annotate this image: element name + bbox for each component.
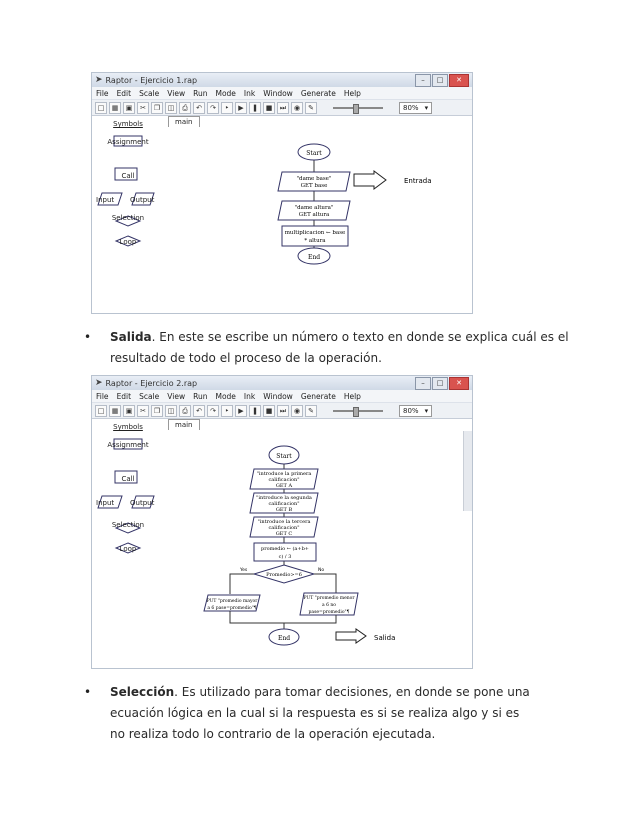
palette-title: Symbols <box>113 423 143 431</box>
window-title: Raptor - Ejercicio 2.rap <box>105 378 198 388</box>
menu-edit[interactable]: Edit <box>116 88 132 98</box>
flowchart-canvas[interactable] <box>164 419 472 668</box>
step-icon[interactable]: ‣ <box>221 405 233 417</box>
paragraph-seleccion <box>110 682 530 745</box>
chevron-down-icon: ▾ <box>424 406 429 415</box>
close-button[interactable]: ✕ <box>449 74 469 87</box>
start-label: Start <box>306 150 322 157</box>
step-icon[interactable]: ‣ <box>221 102 233 114</box>
bullet-seleccion: • <box>84 685 92 699</box>
menu-run[interactable]: Run <box>193 88 208 98</box>
cut-icon[interactable]: ✂ <box>137 102 149 114</box>
step-over-icon[interactable]: ⏭ <box>277 405 289 417</box>
toolbar <box>92 100 472 116</box>
undo-icon[interactable]: ↶ <box>193 405 205 417</box>
arrow-annotation-icon <box>354 171 386 189</box>
minimize-button[interactable]: – <box>415 74 431 87</box>
menu-file[interactable]: File <box>96 391 109 401</box>
speed-slider[interactable] <box>333 410 383 412</box>
flowchart-1 <box>164 116 472 311</box>
title-bar <box>92 73 472 87</box>
term-seleccion: Selección <box>110 685 175 699</box>
menu-ink[interactable]: Ink <box>243 88 256 98</box>
minimize-button[interactable]: – <box>415 377 431 390</box>
copy-icon[interactable]: ❐ <box>151 102 163 114</box>
redo-icon[interactable]: ↷ <box>207 405 219 417</box>
assignment-line1: multiplicacion ← base <box>284 230 346 236</box>
palette-title: Symbols <box>113 120 143 128</box>
breakpoint-icon[interactable]: ◉ <box>291 102 303 114</box>
toolbar <box>92 403 472 419</box>
cut-icon[interactable]: ✂ <box>137 405 149 417</box>
chevron-down-icon: ▾ <box>424 103 429 112</box>
zoom-select[interactable] <box>399 102 432 114</box>
menu-help[interactable]: Help <box>343 88 361 98</box>
slider-knob[interactable] <box>353 407 359 417</box>
input-altura-get: GET altura <box>298 212 330 218</box>
speed-slider[interactable] <box>333 107 383 109</box>
input-a-line1: "introduce la primera <box>256 471 312 477</box>
annotation-salida: Salida <box>374 634 396 642</box>
zoom-select[interactable] <box>399 405 432 417</box>
open-folder-icon[interactable]: ▦ <box>109 405 121 417</box>
step-over-icon[interactable]: ⏭ <box>277 102 289 114</box>
menu-scale[interactable]: Scale <box>139 88 160 98</box>
new-file-icon[interactable]: □ <box>95 405 107 417</box>
menu-ink[interactable]: Ink <box>243 391 256 401</box>
raptor-icon: ➤ <box>95 378 103 388</box>
end-label: End <box>307 254 321 261</box>
palette-label-output: Output <box>130 499 155 507</box>
maximize-button[interactable]: □ <box>432 377 448 390</box>
menu-file[interactable]: File <box>96 88 109 98</box>
raptor-window-1 <box>91 72 473 314</box>
palette-label-assignment: Assignment <box>107 441 149 449</box>
slider-knob[interactable] <box>353 104 359 114</box>
menu-help[interactable]: Help <box>343 391 361 401</box>
output-no-line3: pase=promedio"¶ <box>308 610 350 615</box>
print-icon[interactable]: ⎙ <box>179 405 191 417</box>
output-no-line1: PUT "promedio menor <box>303 596 355 601</box>
menu-edit[interactable]: Edit <box>116 391 132 401</box>
no-label: No <box>318 568 325 573</box>
palette-label-loop: Loop <box>119 545 137 553</box>
tab-main[interactable]: main <box>168 116 200 127</box>
menu-window[interactable]: Window <box>263 391 293 401</box>
symbols-palette <box>92 419 165 668</box>
yes-label: Yes <box>240 568 248 573</box>
paragraph-salida <box>110 327 580 369</box>
input-c-line1: "introduce la tercera <box>257 519 311 525</box>
annotation-entrada: Entrada <box>404 177 432 185</box>
bullet-salida: • <box>84 330 92 344</box>
play-icon[interactable]: ▶ <box>235 405 247 417</box>
breakpoint-icon[interactable]: ◉ <box>291 405 303 417</box>
assignment-line2: c) / 3 <box>278 554 292 560</box>
zoom-value: 80% <box>403 103 419 112</box>
term-salida: Salida <box>110 330 152 344</box>
menu-mode[interactable]: Mode <box>215 391 236 401</box>
paste-icon[interactable]: ◫ <box>165 405 177 417</box>
arrow-annotation-icon <box>336 629 366 643</box>
input-c-get: GET C <box>275 531 293 537</box>
pause-icon[interactable]: ❚ <box>249 102 261 114</box>
menu-generate[interactable]: Generate <box>300 88 336 98</box>
output-yes-line2: a 6 pase=promedio"¶ <box>207 606 257 611</box>
output-yes-line1: PUT "promedio mayor <box>206 599 258 604</box>
menu-bar <box>92 390 472 403</box>
assignment-line2: * altura <box>304 238 326 244</box>
palette-label-call: Call <box>121 172 135 180</box>
palette-label-call: Call <box>121 475 135 483</box>
copy-icon[interactable]: ❐ <box>151 405 163 417</box>
save-icon[interactable]: ▣ <box>123 405 135 417</box>
palette-label-selection: Selection <box>111 521 145 529</box>
palette-label-output: Output <box>130 196 155 204</box>
menu-bar <box>92 87 472 100</box>
play-icon[interactable]: ▶ <box>235 102 247 114</box>
decision-label: Promedio>=6 <box>266 572 302 578</box>
input-a-get: GET A <box>275 483 293 489</box>
output-no-line2: a 6 no <box>321 603 337 608</box>
close-button[interactable]: ✕ <box>449 377 469 390</box>
palette-label-loop: Loop <box>119 238 137 246</box>
desc-salida: . En este se escribe un número o texto en donde se explica cuál es el resultado de todo el proceso de la operación. <box>110 330 569 365</box>
symbols-palette <box>92 116 165 313</box>
palette-label-input: Input <box>96 196 115 204</box>
title-bar <box>92 376 472 390</box>
menu-run[interactable]: Run <box>193 391 208 401</box>
stop-icon[interactable]: ■ <box>263 102 275 114</box>
flowchart-2 <box>164 419 464 669</box>
end-label: End <box>277 635 291 642</box>
stop-icon[interactable]: ■ <box>263 405 275 417</box>
assignment-line1: promedio ← (a+b+ <box>261 546 309 552</box>
input-base-get: GET base <box>300 183 328 189</box>
redo-icon[interactable]: ↷ <box>207 102 219 114</box>
input-c-line2: calificacion" <box>268 525 300 531</box>
menu-view[interactable]: View <box>167 88 186 98</box>
save-icon[interactable]: ▣ <box>123 102 135 114</box>
paste-icon[interactable]: ◫ <box>165 102 177 114</box>
open-folder-icon[interactable]: ▦ <box>109 102 121 114</box>
flowchart-canvas[interactable] <box>164 116 472 313</box>
input-b-line2: calificacion" <box>268 501 300 507</box>
palette-label-selection: Selection <box>111 214 145 222</box>
vertical-scrollbar[interactable] <box>463 431 472 511</box>
desc-seleccion: . Es utilizado para tomar decisiones, en donde se pone una ecuación lógica en la cual si la respuesta es si se realiza algo y si es no realiza todo lo contrario de la operación ejecutada. <box>110 685 530 741</box>
raptor-icon: ➤ <box>95 75 103 85</box>
pen-icon[interactable]: ✎ <box>305 405 317 417</box>
menu-window[interactable]: Window <box>263 88 293 98</box>
zoom-value: 80% <box>403 406 419 415</box>
undo-icon[interactable]: ↶ <box>193 102 205 114</box>
palette-label-input: Input <box>96 499 115 507</box>
input-altura-prompt: "dame altura" <box>294 205 334 211</box>
pause-icon[interactable]: ❚ <box>249 405 261 417</box>
maximize-button[interactable]: □ <box>432 74 448 87</box>
tab-main[interactable]: main <box>168 419 200 430</box>
input-a-line2: calificacion" <box>268 477 300 483</box>
input-base-prompt: "dame base" <box>296 176 332 182</box>
menu-generate[interactable]: Generate <box>300 391 336 401</box>
palette-label-assignment: Assignment <box>107 138 149 146</box>
menu-view[interactable]: View <box>167 391 186 401</box>
start-label: Start <box>276 453 292 460</box>
new-file-icon[interactable]: □ <box>95 102 107 114</box>
window-title: Raptor - Ejercicio 1.rap <box>105 75 198 85</box>
input-b-line1: "introduce la segunda <box>256 495 312 501</box>
menu-mode[interactable]: Mode <box>215 88 236 98</box>
pen-icon[interactable]: ✎ <box>305 102 317 114</box>
print-icon[interactable]: ⎙ <box>179 102 191 114</box>
input-b-get: GET B <box>275 507 293 513</box>
raptor-window-2 <box>91 375 473 669</box>
menu-scale[interactable]: Scale <box>139 391 160 401</box>
